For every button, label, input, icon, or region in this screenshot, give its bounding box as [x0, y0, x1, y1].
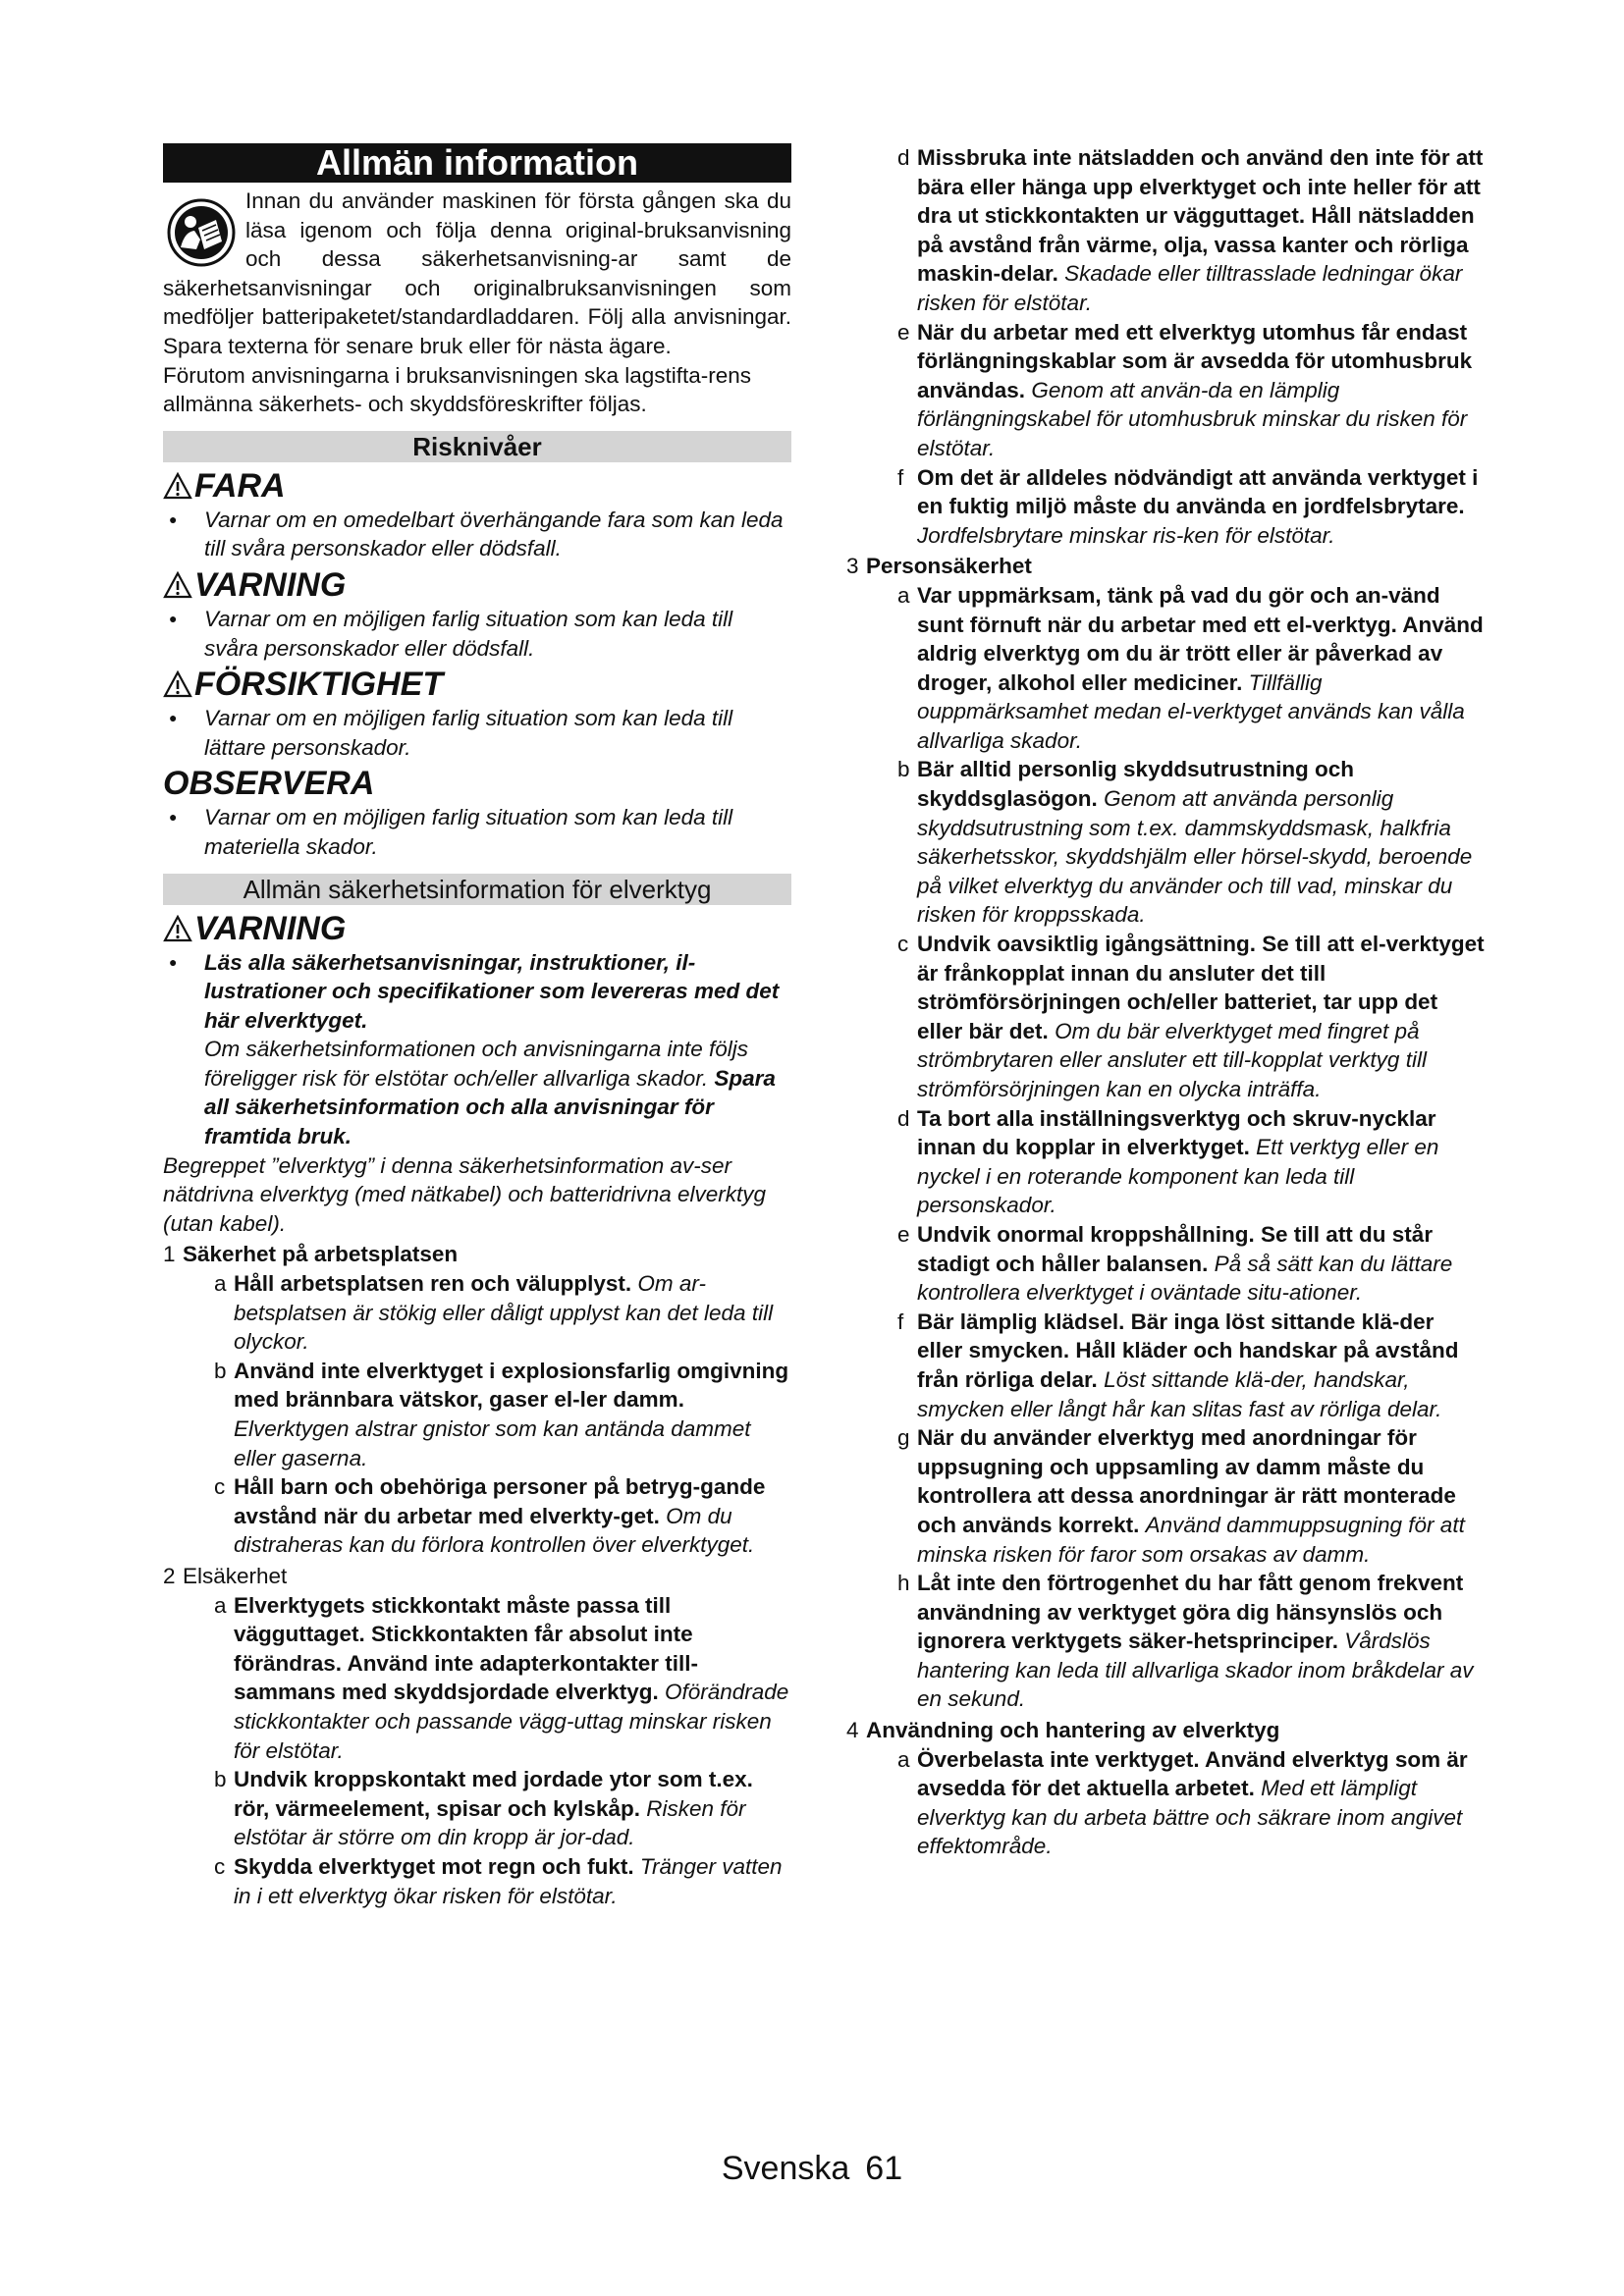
signal-forsiktighet	[163, 665, 791, 704]
list-item: a Var uppmärksam, tänk på vad du gör och an-vänd sunt förnuft när du arbetar med ett el-verktyg. Använd aldrig elverktyg om du är trött eller är påverkad av droger, alkohol eller mediciner. Tillfällig ouppmärksamhet medan el-verktyget används kan vålla allvarliga skador.	[897, 582, 1484, 753]
list-item: b Undvik kroppskontakt med jordade ytor som t.ex. rör, värmeelement, spisar och kylskåp. Risken för elstötar är större om din kropp är jor-dad.	[214, 1767, 753, 1850]
list-item: f Om det är alldeles nödvändigt att använda verktyget i en fuktig miljö måste du använda en jordfelsbrytare. Jordfelsbrytare minskar ris-ken för elstötar.	[897, 464, 1479, 548]
signal-fara	[163, 466, 791, 506]
warning-triangle-icon	[163, 670, 192, 698]
signal-fara-label: FARA	[194, 466, 286, 505]
signal-varning-text: ● Varnar om en möjligen farlig situation som kan leda till svåra personskador eller dödsfall.	[163, 605, 791, 663]
list-item: a Elverktygets stickkontakt måste passa till vägguttaget. Stickkontakten får absolut inte förändras. Använd inte adapterkontakter till-sammans med skyddsjordade elverktyg. Oförändrade stickkontakter och passande vägg-uttag minskar risken för elstötar.	[214, 1592, 789, 1763]
section-1-title: Säkerhet på arbetsplatsen	[183, 1242, 459, 1267]
page-footer	[0, 2150, 1624, 2188]
left-column	[163, 143, 791, 1910]
list-item: a Håll arbetsplatsen ren och välupplyst. Om ar-betsplatsen är stökig eller dåligt upplyst kan det leda till olyckor.	[214, 1271, 774, 1355]
page-title: Allmän information	[163, 143, 791, 183]
section-2-title: Elsäkerhet	[183, 1563, 288, 1588]
signal-fara-text: ● Varnar om en omedelbart överhängande fara som kan leda till svåra personskador eller dödsfall.	[163, 506, 791, 563]
general-warning-text: ● Läs alla säkerhetsanvisningar, instruktioner, il-lustrationer och specifikationer som levereras med det här elverktyget. Om säkerhetsinformationen och anvisningarna inte följs föreligger risk för elstötar och/eller allvarliga skador. Spara all säkerhetsinformation och alla anvisningar för framtida bruk.	[163, 948, 791, 1151]
list-item: b Bär alltid personlig skyddsutrustning och skyddsglasögon. Genom att använda personlig skyddsutrustning som t.ex. dammskyddsmask, halkfria säkerhetsskor, skyddshjälm eller hörsel-skydd, beroende på vilket elverktyg du använder och till vad, minskar du risken för kroppsskada.	[897, 757, 1473, 928]
signal-forsiktighet-text: ● Varnar om en möjligen farlig situation som kan leda till lättare personskador.	[163, 704, 791, 762]
intro-text-2: Förutom anvisningarna i bruksanvisningen ska lagstifta-rens allmänna säkerhets- och skyddsföreskrifter följas.	[163, 362, 752, 417]
list-item: e När du arbetar med ett elverktyg utomhus får endast förlängningskablar som är avsedda för utomhusbruk användas. Genom att använ-da en lämplig förlängningskabel för utomhusbruk minskar du risken för elstötar.	[897, 319, 1473, 460]
warning-triangle-icon	[163, 915, 192, 942]
section-2: 2 Elsäkerhet	[163, 1563, 288, 1588]
section-3-title: Personsäkerhet	[866, 554, 1032, 579]
section-1: 1 Säkerhet på arbetsplatsen	[163, 1242, 459, 1267]
signal-varning-label: VARNING	[194, 565, 347, 604]
list-item: c Undvik oavsiktlig igångsättning. Se till att el-verktyget är frånkopplat innan du ansluter det till strömförsörjningen och/eller batteriet, tar upp det eller bär det. Om du bär elverktyget med fingret på strömbrytaren eller ansluter ett till-kopplat verktyg till strömförsörjningen kan en olycka inträffa.	[897, 932, 1485, 1101]
intro-text: Innan du använder maskinen för första gången ska du läsa igenom och följa denna original-bruksanvisning och dessa säkerhetsanvisning-ar samt de säkerhetsanvisningar och originalbruksanvisningen som medföljer batteripaketet/standardladdaren. Följ alla anvisningar. Spara texterna för senare bruk eller för nästa ägare.	[163, 188, 791, 358]
list-item: c Håll barn och obehöriga personer på betryg-gande avstånd när du arbetar med elverkty-get. Om du distraheras kan du förlora kontrollen över elverktyget.	[214, 1474, 766, 1558]
signal-varning	[163, 565, 791, 605]
section-4: 4 Användning och hantering av elverktyg	[846, 1718, 1280, 1743]
signal-varning-general	[163, 909, 791, 948]
section-general-heading: Allmän säkerhetsinformation för elverktyg	[163, 874, 791, 905]
signal-forsiktighet-label: FÖRSIKTIGHET	[194, 666, 444, 704]
list-item: f Bär lämplig klädsel. Bär inga löst sittande klä-der eller smycken. Håll kläder och handskar på avstånd från rörliga delar. Löst sittande klä-der, handskar, smycken eller långt hår kan slitas fast av rörliga delar.	[897, 1308, 1459, 1421]
right-column	[846, 143, 1485, 1861]
list-item: h Låt inte den förtrogenhet du har fått genom frekvent användning av verktyget göra dig hänsynslös och ignorera verktygets säker-hetsprinciper. Vårdslös hantering kan leda till allvarliga skador inom bråkdelar av en sekund.	[897, 1571, 1474, 1712]
list-item: d Missbruka inte nätsladden och använd den inte för att bära eller hänga upp elverktyget och inte heller för att dra ut stickkontakten ur vägguttaget. Håll nätsladden på avstånd från värme, olja, vassa kanter och rörliga maskin-delar. Skadade eller tilltrasslade ledningar ökar risken för elstötar.	[897, 145, 1484, 315]
footer-language: Svenska	[721, 2150, 850, 2187]
signal-observera-label: OBSERVERA	[163, 765, 375, 803]
list-item: a Överbelasta inte verktyget. Använd elverktyg som är avsedda för det aktuella arbetet. Med ett lämpligt elverktyg kan du arbeta bättre och säkrare inom angivet effektområde.	[897, 1746, 1468, 1859]
list-item: d Ta bort alla inställningsverktyg och skruv-nycklar innan du kopplar in elverktyget. Ett verktyg eller en nyckel i en roterande komponent kan leda till personskador.	[897, 1105, 1439, 1218]
signal-observera-text: ● Varnar om en möjligen farlig situation som kan leda till materiella skador.	[163, 803, 791, 861]
read-manual-icon	[167, 198, 236, 267]
list-item: g När du använder elverktyg med anordningar för uppsugning och uppsamling av damm måste du kontrollera att dessa anordningar är rätt monterade och används korrekt. Använd dammuppsugning för att minska risken för faror som orsakas av damm.	[897, 1425, 1465, 1567]
intro	[163, 187, 791, 361]
page-number: 61	[865, 2150, 903, 2187]
begrepp-text: Begreppet ”elverktyg” i denna säkerhetsinformation av-ser nätdrivna elverktyg (med nätkabel) och batteridrivna elverktyg (utan kabel).	[163, 1152, 767, 1236]
list-item: c Skydda elverktyget mot regn och fukt. Tränger vatten in i ett elverktyg ökar risken för elstötar.	[214, 1853, 783, 1908]
signal-observera	[163, 764, 791, 803]
section-4-title: Användning och hantering av elverktyg	[866, 1718, 1280, 1743]
list-item: e Undvik onormal kroppshållning. Se till att du står stadigt och håller balansen. På så sätt kan du lättare kontrollera elverktyget i oväntade situ-ationer.	[897, 1221, 1453, 1306]
list-item: b Använd inte elverktyget i explosionsfarlig omgivning med brännbara vätskor, gaser el-ler damm. Elverktygen alstrar gnistor som kan antända dammet eller gaserna.	[214, 1358, 789, 1470]
warning-triangle-icon	[163, 472, 192, 500]
signal-varning-general-label: VARNING	[194, 909, 347, 947]
section-3: 3 Personsäkerhet	[846, 554, 1032, 579]
section-risk-heading: Risknivåer	[163, 431, 791, 462]
warning-triangle-icon	[163, 571, 192, 599]
